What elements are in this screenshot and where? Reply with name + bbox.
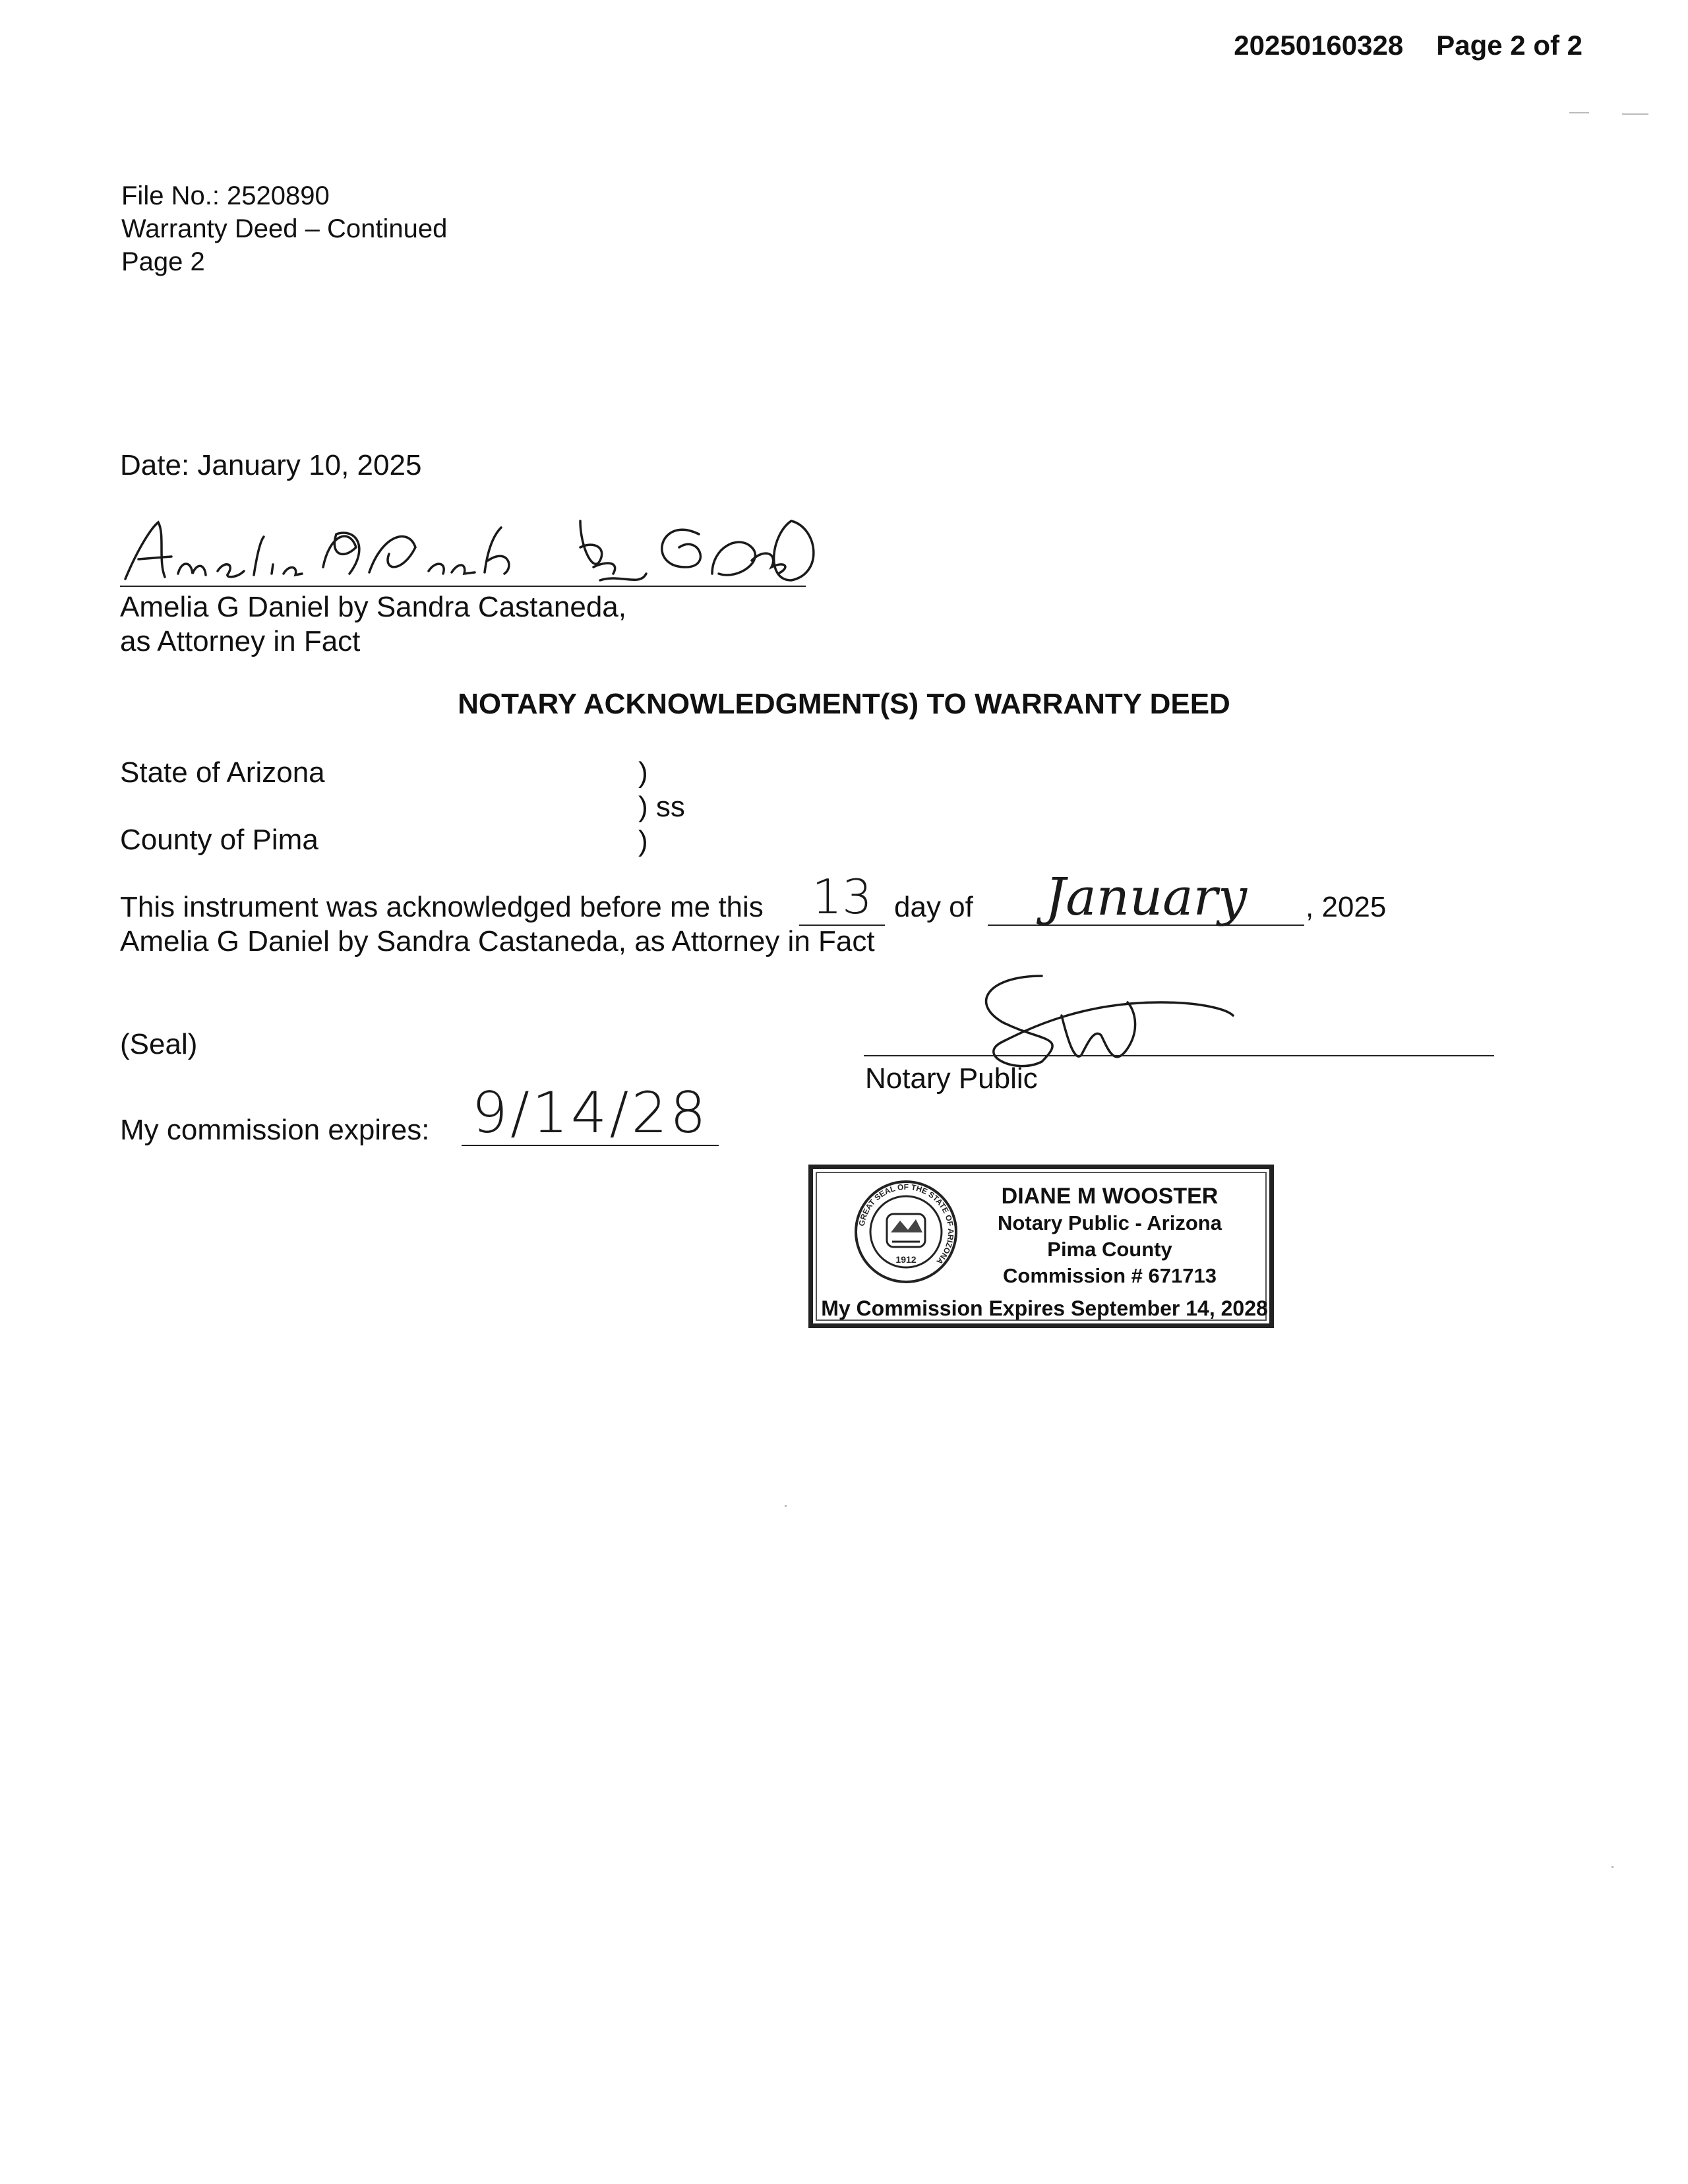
notary-public-label: Notary Public — [865, 1062, 1038, 1095]
notary-heading: NOTARY ACKNOWLEDGMENT(S) TO WARRANTY DEED — [458, 688, 1230, 720]
grantor-name: Amelia G Daniel by Sandra Castaneda, — [120, 591, 626, 623]
seal-label: (Seal) — [120, 1028, 198, 1060]
notary-signature — [963, 963, 1253, 1075]
commission-date-handwritten: 9/14/28 — [471, 1080, 709, 1146]
record-number: 20250160328 — [1234, 30, 1404, 61]
ack-year: , 2025 — [1306, 891, 1387, 923]
scan-speck — [1569, 112, 1589, 113]
page-indicator: Page 2 — [121, 247, 205, 276]
notary-signature-line — [864, 1055, 1494, 1056]
seal-year: 1912 — [895, 1254, 917, 1265]
scan-speck — [785, 1505, 787, 1507]
file-info-block — [121, 179, 447, 278]
ack-party: Amelia G Daniel by Sandra Castaneda, as Attorney in Fact — [120, 925, 875, 957]
page-number-label: Page 2 of 2 — [1436, 30, 1582, 61]
deed-date: Date: January 10, 2025 — [120, 449, 422, 481]
stamp-county: Pima County — [1047, 1238, 1172, 1261]
stamp-commission-number: Commission # 671713 — [1003, 1264, 1217, 1287]
notary-stamp — [808, 1165, 1274, 1328]
venue-paren-1: ) — [638, 756, 648, 789]
venue-state: State of Arizona — [120, 756, 325, 789]
grantor-capacity: as Attorney in Fact — [120, 624, 361, 657]
grantor-signature-line — [120, 586, 806, 587]
stamp-notary-name: DIANE M WOOSTER — [1001, 1184, 1219, 1209]
ack-day-of: day of — [894, 891, 973, 923]
venue-paren-2: ) — [638, 825, 648, 857]
ack-month-line — [988, 925, 1304, 926]
recording-header — [1234, 29, 1582, 62]
venue-county: County of Pima — [120, 824, 318, 856]
ack-month-handwritten: January — [1044, 868, 1248, 927]
seal-ring-text: GREAT SEAL OF THE STATE OF ARIZONA — [857, 1182, 956, 1267]
arizona-seal-icon — [854, 1180, 958, 1284]
grantor-name-block — [120, 590, 626, 659]
stamp-notary-title: Notary Public - Arizona — [998, 1211, 1222, 1234]
scan-speck — [1622, 113, 1648, 115]
commission-date-line — [462, 1145, 719, 1146]
file-number: File No.: 2520890 — [121, 181, 330, 210]
ack-lead-text: This instrument was acknowledged before me this — [120, 891, 764, 923]
stamp-commission-expiry: My Commission Expires September 14, 2028 — [821, 1296, 1268, 1320]
grantor-signature — [119, 508, 818, 593]
document-title: Warranty Deed – Continued — [121, 214, 448, 243]
commission-label: My commission expires: — [120, 1114, 430, 1146]
scan-speck — [1612, 1866, 1613, 1868]
venue-paren-ss: ) ss — [638, 791, 685, 823]
ack-day-handwritten: 13 — [812, 869, 872, 925]
